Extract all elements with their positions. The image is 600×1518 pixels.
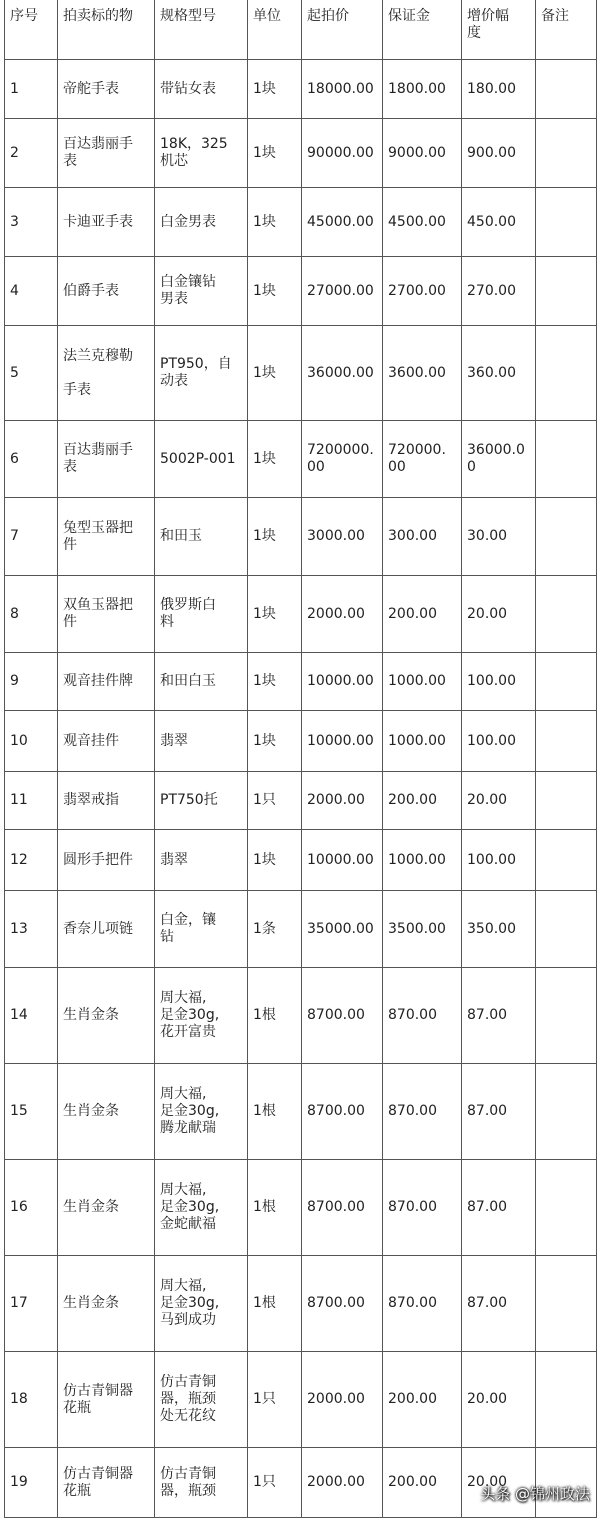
cell-spec: 翡翠 bbox=[155, 711, 248, 772]
cell-item: 观音挂件牌 bbox=[58, 653, 155, 711]
cell-deposit: 200.00 bbox=[383, 772, 462, 830]
cell-item: 翡翠戒指 bbox=[58, 772, 155, 830]
cell-deposit: 1000.00 bbox=[383, 653, 462, 711]
cell-unit: 1根 bbox=[248, 1160, 302, 1256]
cell-spec: PT750托 bbox=[155, 772, 248, 830]
table-row bbox=[5, 1256, 597, 1352]
cell-unit: 1只 bbox=[248, 1448, 302, 1518]
cell-spec: 俄罗斯白 料 bbox=[155, 576, 248, 653]
cell-unit: 1根 bbox=[248, 1064, 302, 1160]
table-row bbox=[5, 1352, 597, 1448]
cell-item: 帝舵手表 bbox=[58, 60, 155, 119]
cell-step: 100.00 bbox=[462, 830, 536, 891]
cell-deposit: 870.00 bbox=[383, 1160, 462, 1256]
cell-start: 10000.00 bbox=[302, 711, 383, 772]
cell-unit: 1块 bbox=[248, 498, 302, 576]
cell-note bbox=[536, 1064, 597, 1160]
cell-spec: 5002P-001 bbox=[155, 421, 248, 498]
cell-note bbox=[536, 498, 597, 576]
cell-unit: 1只 bbox=[248, 772, 302, 830]
cell-start: 2000.00 bbox=[302, 1352, 383, 1448]
cell-note bbox=[536, 772, 597, 830]
cell-deposit: 200.00 bbox=[383, 1448, 462, 1518]
cell-spec: 周大福, 足金30g, 金蛇献福 bbox=[155, 1160, 248, 1256]
cell-spec: 18K，325 机芯 bbox=[155, 119, 248, 188]
cell-spec: 仿古青铜 器，瓶颈 bbox=[155, 1448, 248, 1518]
header-cell: 拍卖标的物 bbox=[58, 0, 155, 60]
cell-unit: 1块 bbox=[248, 653, 302, 711]
cell-step: 20.00 bbox=[462, 772, 536, 830]
cell-deposit: 1000.00 bbox=[383, 711, 462, 772]
cell-no: 17 bbox=[5, 1256, 58, 1352]
cell-note bbox=[536, 711, 597, 772]
cell-start: 2000.00 bbox=[302, 576, 383, 653]
cell-step: 87.00 bbox=[462, 968, 536, 1064]
table-row bbox=[5, 60, 597, 119]
cell-unit: 1块 bbox=[248, 421, 302, 498]
cell-start: 10000.00 bbox=[302, 653, 383, 711]
cell-unit: 1根 bbox=[248, 1256, 302, 1352]
cell-no: 16 bbox=[5, 1160, 58, 1256]
table-row bbox=[5, 326, 597, 421]
cell-deposit: 9000.00 bbox=[383, 119, 462, 188]
cell-no: 5 bbox=[5, 326, 58, 421]
cell-note bbox=[536, 326, 597, 421]
cell-note bbox=[536, 1352, 597, 1448]
cell-spec: 带钻女表 bbox=[155, 60, 248, 119]
cell-step: 36000.0 0 bbox=[462, 421, 536, 498]
cell-deposit: 720000. 00 bbox=[383, 421, 462, 498]
cell-step: 100.00 bbox=[462, 653, 536, 711]
cell-no: 8 bbox=[5, 576, 58, 653]
cell-item: 观音挂件 bbox=[58, 711, 155, 772]
table-row bbox=[5, 1160, 597, 1256]
cell-no: 13 bbox=[5, 891, 58, 968]
cell-deposit: 870.00 bbox=[383, 1256, 462, 1352]
cell-start: 8700.00 bbox=[302, 1256, 383, 1352]
cell-unit: 1块 bbox=[248, 576, 302, 653]
header-cell: 增价幅 度 bbox=[462, 0, 536, 60]
table-header-row bbox=[5, 0, 597, 60]
cell-no: 6 bbox=[5, 421, 58, 498]
cell-start: 90000.00 bbox=[302, 119, 383, 188]
cell-item: 生肖金条 bbox=[58, 1256, 155, 1352]
cell-spec: PT950，自 动表 bbox=[155, 326, 248, 421]
cell-deposit: 300.00 bbox=[383, 498, 462, 576]
table-row bbox=[5, 653, 597, 711]
cell-start: 10000.00 bbox=[302, 830, 383, 891]
cell-no: 18 bbox=[5, 1352, 58, 1448]
header-cell: 规格型号 bbox=[155, 0, 248, 60]
cell-spec: 白金镶钻 男表 bbox=[155, 257, 248, 326]
cell-no: 11 bbox=[5, 772, 58, 830]
cell-unit: 1块 bbox=[248, 257, 302, 326]
header-cell: 备注 bbox=[536, 0, 597, 60]
cell-deposit: 4500.00 bbox=[383, 188, 462, 257]
cell-start: 35000.00 bbox=[302, 891, 383, 968]
cell-item: 生肖金条 bbox=[58, 968, 155, 1064]
cell-note bbox=[536, 60, 597, 119]
cell-item: 卡迪亚手表 bbox=[58, 188, 155, 257]
cell-item: 仿古青铜器 花瓶 bbox=[58, 1448, 155, 1518]
header-cell: 起拍价 bbox=[302, 0, 383, 60]
cell-start: 45000.00 bbox=[302, 188, 383, 257]
cell-deposit: 3600.00 bbox=[383, 326, 462, 421]
cell-item: 生肖金条 bbox=[58, 1064, 155, 1160]
cell-item: 圆形手把件 bbox=[58, 830, 155, 891]
cell-spec: 仿古青铜 器，瓶颈 处无花纹 bbox=[155, 1352, 248, 1448]
cell-deposit: 2700.00 bbox=[383, 257, 462, 326]
cell-start: 8700.00 bbox=[302, 968, 383, 1064]
cell-step: 350.00 bbox=[462, 891, 536, 968]
table-row bbox=[5, 891, 597, 968]
table-row bbox=[5, 498, 597, 576]
cell-item: 兔型玉器把 件 bbox=[58, 498, 155, 576]
cell-step: 360.00 bbox=[462, 326, 536, 421]
cell-deposit: 200.00 bbox=[383, 1352, 462, 1448]
cell-start: 36000.00 bbox=[302, 326, 383, 421]
cell-item: 百达翡丽手 表 bbox=[58, 119, 155, 188]
table-row bbox=[5, 830, 597, 891]
cell-no: 14 bbox=[5, 968, 58, 1064]
cell-no: 4 bbox=[5, 257, 58, 326]
cell-item: 生肖金条 bbox=[58, 1160, 155, 1256]
cell-item: 香奈儿项链 bbox=[58, 891, 155, 968]
cell-note bbox=[536, 1160, 597, 1256]
cell-deposit: 870.00 bbox=[383, 968, 462, 1064]
auction-items-table bbox=[4, 0, 597, 1518]
cell-deposit: 1800.00 bbox=[383, 60, 462, 119]
cell-item: 双鱼玉器把 件 bbox=[58, 576, 155, 653]
cell-unit: 1块 bbox=[248, 60, 302, 119]
cell-start: 8700.00 bbox=[302, 1160, 383, 1256]
cell-no: 2 bbox=[5, 119, 58, 188]
cell-start: 3000.00 bbox=[302, 498, 383, 576]
cell-item: 法兰克穆勒 手表 bbox=[58, 326, 155, 421]
cell-unit: 1条 bbox=[248, 891, 302, 968]
cell-step: 270.00 bbox=[462, 257, 536, 326]
cell-deposit: 1000.00 bbox=[383, 830, 462, 891]
cell-note bbox=[536, 1256, 597, 1352]
cell-note bbox=[536, 119, 597, 188]
header-cell: 序号 bbox=[5, 0, 58, 60]
table-row bbox=[5, 1064, 597, 1160]
cell-step: 180.00 bbox=[462, 60, 536, 119]
table-row bbox=[5, 576, 597, 653]
table-row bbox=[5, 119, 597, 188]
cell-unit: 1块 bbox=[248, 830, 302, 891]
cell-step: 20.00 bbox=[462, 576, 536, 653]
cell-spec: 白金，镶 钻 bbox=[155, 891, 248, 968]
cell-unit: 1根 bbox=[248, 968, 302, 1064]
cell-unit: 1块 bbox=[248, 188, 302, 257]
cell-deposit: 3500.00 bbox=[383, 891, 462, 968]
cell-spec: 和田白玉 bbox=[155, 653, 248, 711]
cell-deposit: 870.00 bbox=[383, 1064, 462, 1160]
cell-step: 87.00 bbox=[462, 1256, 536, 1352]
cell-step: 87.00 bbox=[462, 1160, 536, 1256]
cell-unit: 1块 bbox=[248, 326, 302, 421]
cell-unit: 1块 bbox=[248, 711, 302, 772]
cell-deposit: 200.00 bbox=[383, 576, 462, 653]
cell-no: 19 bbox=[5, 1448, 58, 1518]
cell-note bbox=[536, 968, 597, 1064]
cell-start: 2000.00 bbox=[302, 1448, 383, 1518]
cell-no: 12 bbox=[5, 830, 58, 891]
cell-start: 18000.00 bbox=[302, 60, 383, 119]
header-cell: 单位 bbox=[248, 0, 302, 60]
cell-start: 2000.00 bbox=[302, 772, 383, 830]
cell-item: 仿古青铜器 花瓶 bbox=[58, 1352, 155, 1448]
cell-note bbox=[536, 421, 597, 498]
cell-item: 百达翡丽手 表 bbox=[58, 421, 155, 498]
cell-start: 7200000. 00 bbox=[302, 421, 383, 498]
cell-no: 10 bbox=[5, 711, 58, 772]
cell-step: 900.00 bbox=[462, 119, 536, 188]
table-row bbox=[5, 421, 597, 498]
cell-step: 20.00 bbox=[462, 1352, 536, 1448]
cell-step: 450.00 bbox=[462, 188, 536, 257]
header-cell: 保证金 bbox=[383, 0, 462, 60]
cell-step: 100.00 bbox=[462, 711, 536, 772]
table-body bbox=[5, 60, 597, 1518]
cell-step: 87.00 bbox=[462, 1064, 536, 1160]
cell-spec: 周大福, 足金30g, 马到成功 bbox=[155, 1256, 248, 1352]
cell-note bbox=[536, 188, 597, 257]
cell-no: 15 bbox=[5, 1064, 58, 1160]
cell-no: 3 bbox=[5, 188, 58, 257]
cell-no: 7 bbox=[5, 498, 58, 576]
cell-no: 1 bbox=[5, 60, 58, 119]
cell-spec: 周大福, 足金30g, 腾龙献瑞 bbox=[155, 1064, 248, 1160]
cell-step: 30.00 bbox=[462, 498, 536, 576]
cell-note bbox=[536, 891, 597, 968]
cell-step: 20.00 bbox=[462, 1448, 536, 1518]
cell-spec: 周大福, 足金30g, 花开富贵 bbox=[155, 968, 248, 1064]
cell-item: 伯爵手表 bbox=[58, 257, 155, 326]
cell-note bbox=[536, 257, 597, 326]
cell-note bbox=[536, 830, 597, 891]
table-row bbox=[5, 257, 597, 326]
cell-no: 9 bbox=[5, 653, 58, 711]
cell-spec: 和田玉 bbox=[155, 498, 248, 576]
watermark: 头条 @锦州政法 bbox=[480, 1485, 590, 1503]
table-row bbox=[5, 772, 597, 830]
cell-unit: 1只 bbox=[248, 1352, 302, 1448]
table-row bbox=[5, 968, 597, 1064]
cell-unit: 1块 bbox=[248, 119, 302, 188]
table-row bbox=[5, 711, 597, 772]
cell-note bbox=[536, 576, 597, 653]
cell-start: 27000.00 bbox=[302, 257, 383, 326]
table-row bbox=[5, 188, 597, 257]
cell-start: 8700.00 bbox=[302, 1064, 383, 1160]
cell-note bbox=[536, 653, 597, 711]
cell-spec: 白金男表 bbox=[155, 188, 248, 257]
cell-spec: 翡翠 bbox=[155, 830, 248, 891]
